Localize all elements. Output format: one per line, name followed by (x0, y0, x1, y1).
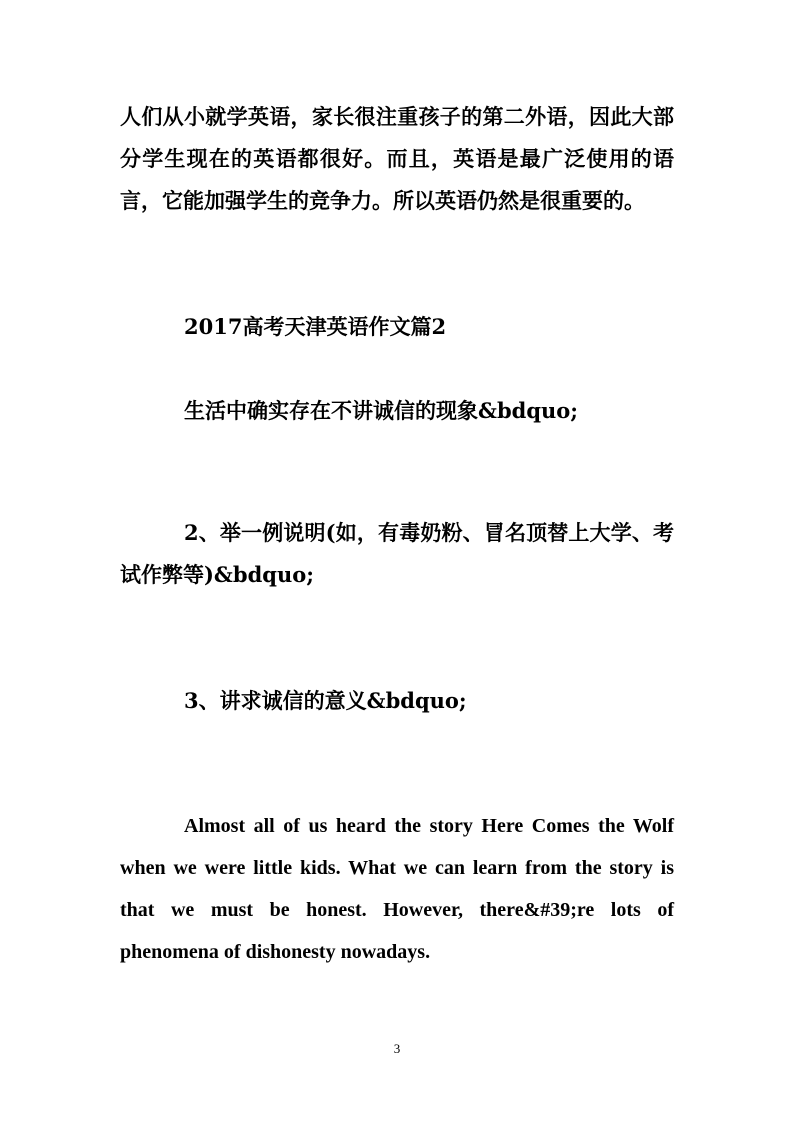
paragraph-point-3: 3、讲求诚信的意义&bdquo; (184, 688, 467, 713)
paragraph-english-importance: 人们从小就学英语，家长很注重孩子的第二外语，因此大部分学生现在的英语都很好。而且，英语是最广泛使用的语言，它能加强学生的竞争力。所以英语仍然是很重要的。 (120, 104, 674, 213)
paragraph-point-1: 生活中确实存在不讲诚信的现象&bdquo; (184, 398, 579, 423)
paragraph-point-2: 2、举一例说明(如，有毒奶粉、冒名顶替上大学、考试作弊等)&bdquo; (120, 520, 674, 587)
section-heading: 2017高考天津英语作文篇2 (184, 314, 447, 339)
paragraph-essay-english: Almost all of us heard the story Here Comes the Wolf when we were little kids. What we can learn from the story is that we must be honest. However, there&#39;re lots of phenomena of dishonesty nowadays. (120, 815, 674, 963)
page-number: 3 (393, 1041, 401, 1056)
